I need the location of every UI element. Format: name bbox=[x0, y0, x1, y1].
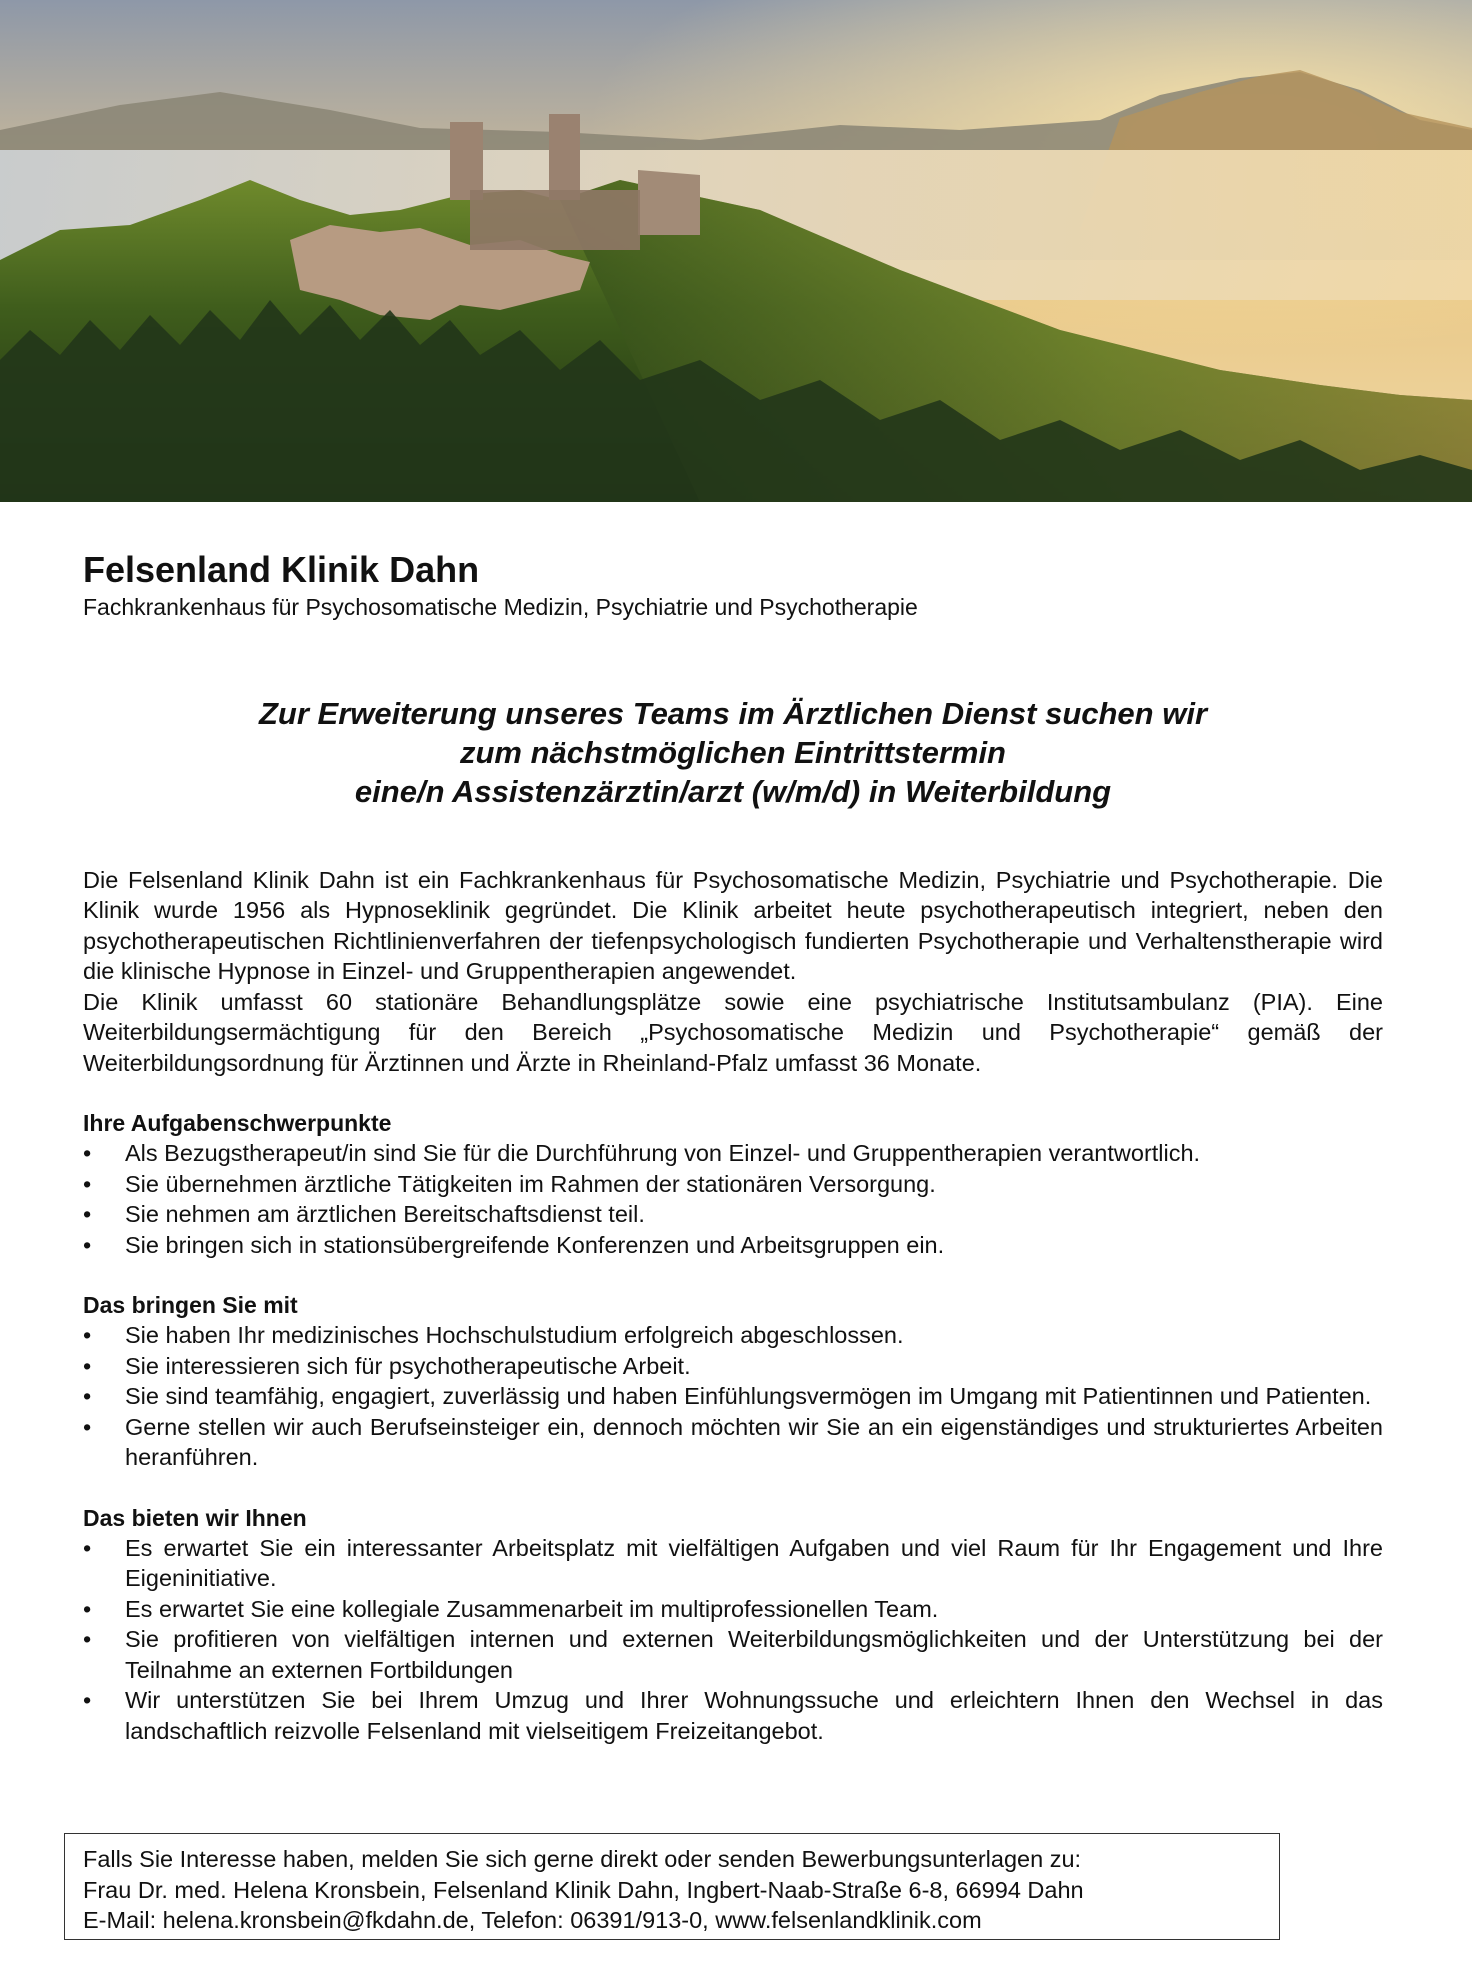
bullet-icon: • bbox=[83, 1383, 92, 1410]
contact-line-2: Frau Dr. med. Helena Kronsbein, Felsenland Klinik Dahn, Ingbert-Naab-Straße 6-8, 66994 Dahn bbox=[83, 1876, 1084, 1903]
bullet-icon: • bbox=[83, 1626, 92, 1653]
contact-line-1: Falls Sie Interesse haben, melden Sie sich gerne direkt oder senden Bewerbungsunterlagen zu: bbox=[83, 1846, 1082, 1872]
job-headline bbox=[83, 694, 1383, 811]
list-item-text: Gerne stellen wir auch Berufseinsteiger ein, dennoch möchten wir Sie an ein eigenständiges und strukturiertes Arbeiten heranführen. bbox=[125, 1413, 1383, 1471]
list-item-text: Als Bezugstherapeut/in sind Sie für die Durchführung von Einzel- und Gruppentherapien verantwortlich. bbox=[125, 1140, 1201, 1167]
bullet-icon: • bbox=[83, 1201, 92, 1228]
bullet-list bbox=[83, 1533, 1383, 1747]
headline-line-1: Zur Erweiterung unseres Teams im Ärztlichen Dienst suchen wir bbox=[258, 695, 1208, 731]
bullet-list bbox=[83, 1138, 1383, 1260]
list-item bbox=[83, 1594, 1383, 1625]
bullet-icon: • bbox=[83, 1170, 92, 1197]
bullet-icon: • bbox=[83, 1231, 92, 1258]
list-item bbox=[83, 1320, 1383, 1351]
list-item bbox=[83, 1624, 1383, 1685]
list-item-text: Sie nehmen am ärztlichen Bereitschaftsdienst teil. bbox=[125, 1201, 645, 1228]
intro-text bbox=[83, 865, 1383, 1079]
list-item-text: Es erwartet Sie ein interessanter Arbeitsplatz mit vielfältigen Aufgaben und viel Raum für Ihr Engagement und Ihre Eigeninitiative. bbox=[125, 1534, 1383, 1592]
section-tasks bbox=[83, 1108, 1383, 1260]
bullet-icon: • bbox=[83, 1534, 92, 1561]
contact-box bbox=[64, 1833, 1280, 1940]
section-title: Ihre Aufgabenschwerpunkte bbox=[83, 1110, 392, 1137]
list-item-text: Es erwartet Sie eine kollegiale Zusammenarbeit im multiprofessionellen Team. bbox=[125, 1595, 939, 1622]
list-item-text: Sie sind teamfähig, engagiert, zuverlässig und haben Einfühlungsvermögen im Umgang mit Patientinnen und Patienten. bbox=[125, 1383, 1372, 1410]
bullet-icon: • bbox=[83, 1413, 92, 1440]
contact-line-3: E-Mail: helena.kronsbein@fkdahn.de, Telefon: 06391/913-0, www.felsenlandklinik.com bbox=[83, 1907, 982, 1933]
section-title: Das bringen Sie mit bbox=[83, 1292, 298, 1319]
section-title: Das bieten wir Ihnen bbox=[83, 1504, 307, 1531]
list-item-text: Sie bringen sich in stationsübergreifende Konferenzen und Arbeitsgruppen ein. bbox=[125, 1231, 945, 1258]
section-requirements bbox=[83, 1290, 1383, 1473]
headline-line-2: zum nächstmöglichen Eintrittstermin bbox=[459, 734, 1006, 770]
list-item-text: Sie interessieren sich für psychotherapeutische Arbeit. bbox=[125, 1352, 691, 1379]
list-item bbox=[83, 1412, 1383, 1473]
list-item bbox=[83, 1685, 1383, 1746]
list-item-text: Wir unterstützen Sie bei Ihrem Umzug und Ihrer Wohnungssuche und erleichtern Ihnen den Wechsel in das landschaftlich reizvolle Felsenland mit vielseitigem Freizeitangebot. bbox=[125, 1687, 1383, 1744]
list-item bbox=[83, 1138, 1383, 1169]
clinic-subtitle: Fachkrankenhaus für Psychosomatische Medizin, Psychiatrie und Psychotherapie bbox=[83, 594, 918, 621]
section-offer bbox=[83, 1503, 1383, 1747]
landscape-illustration bbox=[0, 0, 1472, 502]
hero-image bbox=[0, 0, 1472, 502]
bullet-icon: • bbox=[83, 1595, 92, 1622]
bullet-icon: • bbox=[83, 1322, 92, 1349]
job-ad-content bbox=[83, 548, 1383, 1746]
list-item-text: Sie haben Ihr medizinisches Hochschulstudium erfolgreich abgeschlossen. bbox=[125, 1322, 904, 1349]
bullet-list bbox=[83, 1320, 1383, 1473]
bullet-icon: • bbox=[83, 1140, 92, 1167]
bullet-icon: • bbox=[83, 1687, 92, 1714]
list-item-text: Sie übernehmen ärztliche Tätigkeiten im Rahmen der stationären Versorgung. bbox=[125, 1170, 936, 1197]
headline-line-3: eine/n Assistenzärztin/arzt (w/m/d) in Weiterbildung bbox=[354, 773, 1112, 809]
bullet-icon: • bbox=[83, 1352, 92, 1379]
list-item bbox=[83, 1381, 1383, 1412]
list-item-text: Sie profitieren von vielfältigen internen und externen Weiterbildungsmöglichkeiten und der Unterstützung bei der Teilnahme an externen Fortbildungen bbox=[125, 1626, 1383, 1683]
list-item bbox=[83, 1169, 1383, 1200]
intro-paragraph-2: Die Klinik umfasst 60 stationäre Behandlungsplätze sowie eine psychiatrische Institutsambulanz (PIA). Eine Weiterbildungsermächtigung für den Bereich „Psychosomatische Medizin und Psychotherapie“ gemäß der Weiterbildungsordnung für Ärztinnen und Ärzte in Rheinland-Pfalz umfasst 36 Monate. bbox=[83, 988, 1383, 1076]
list-item bbox=[83, 1351, 1383, 1382]
intro-paragraph-1: Die Felsenland Klinik Dahn ist ein Fachkrankenhaus für Psychosomatische Medizin, Psychiatrie und Psychotherapie. Die Klinik wurde 1956 als Hypnoseklinik gegründet. Die Klinik arbeitet heute psychotherapeutisch integriert, neben den psychotherapeutischen Richtlinienverfahren der tiefenpsychologisch fundierten Psychotherapie und Verhaltenstherapie wird die klinische Hypnose in Einzel- und Gruppentherapien angewendet. bbox=[83, 866, 1383, 985]
clinic-name: Felsenland Klinik Dahn bbox=[83, 549, 480, 590]
list-item bbox=[83, 1533, 1383, 1594]
list-item bbox=[83, 1199, 1383, 1230]
list-item bbox=[83, 1230, 1383, 1261]
